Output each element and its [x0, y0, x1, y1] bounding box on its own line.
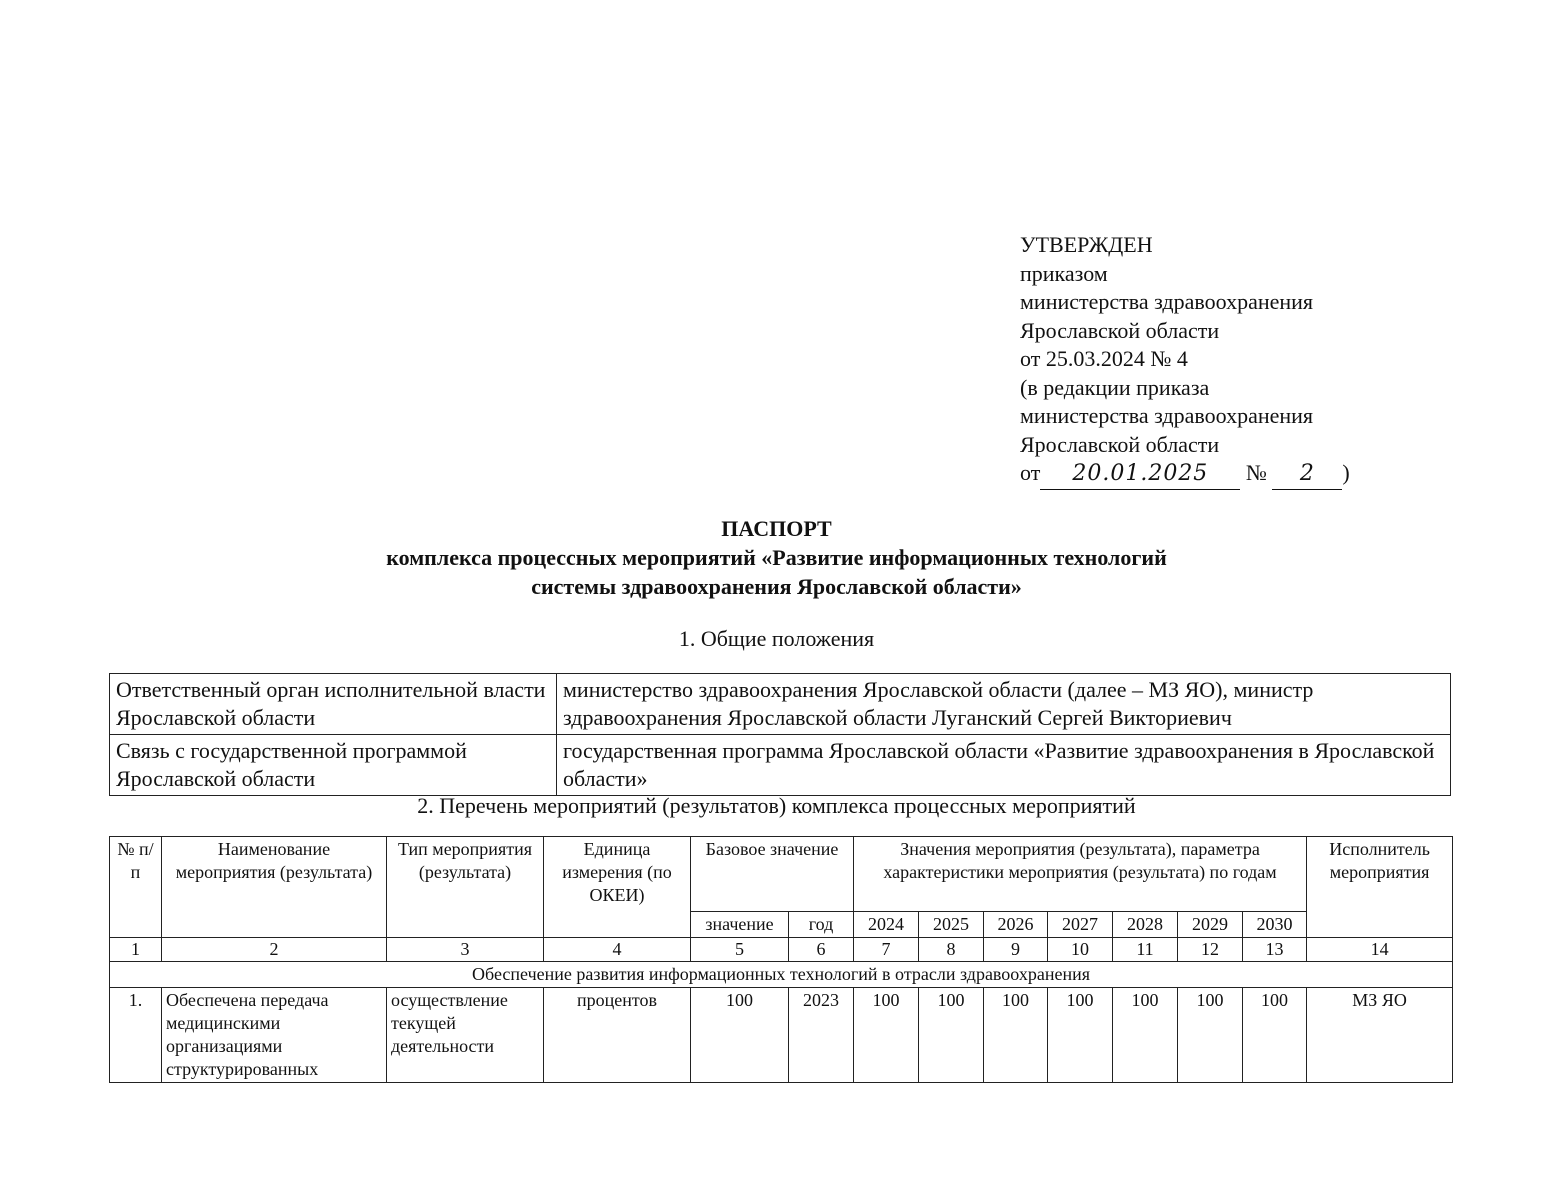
row-num: 1. — [110, 988, 162, 1083]
approval-line: от 25.03.2024 № 4 — [1020, 346, 1188, 371]
table-row — [110, 674, 1451, 735]
row-unit: процентов — [544, 988, 691, 1083]
row-value: государственная программа Ярославской области «Развитие здравоохранения в Ярославской области» — [557, 735, 1451, 796]
general-provisions-table — [109, 673, 1451, 796]
approval-line: (в редакции приказа — [1020, 374, 1210, 400]
table-row — [110, 735, 1451, 796]
approval-line: Ярославской области — [1020, 431, 1220, 457]
header-base: Базовое значение — [691, 837, 854, 912]
column-number: 6 — [789, 938, 854, 962]
approval-line: УТВЕРЖДЕН — [1020, 232, 1153, 257]
approval-line: Ярославской области — [1020, 317, 1220, 343]
handwritten-number: 2 — [1272, 460, 1342, 490]
section-2-heading: 2. Перечень мероприятий (результатов) комплекса процессных мероприятий — [417, 793, 1136, 818]
row-year-value: 100 — [1178, 988, 1243, 1083]
column-number: 2 — [162, 938, 387, 962]
closing-paren: ) — [1342, 460, 1350, 485]
column-number: 12 — [1178, 938, 1243, 962]
row-year-value: 100 — [1048, 988, 1113, 1083]
column-number: 13 — [1243, 938, 1307, 962]
column-number: 3 — [387, 938, 544, 962]
column-number: 5 — [691, 938, 789, 962]
row-type: осуществление текущей деятельности — [387, 988, 544, 1083]
header-year: 2029 — [1178, 912, 1243, 938]
document-title — [0, 514, 1553, 601]
row-year-value: 100 — [919, 988, 984, 1083]
group-title-row — [110, 962, 1453, 988]
column-numbers-row — [110, 938, 1453, 962]
header-row — [110, 837, 1453, 912]
title-line-2: комплекса процессных мероприятий «Развитие информационных технологий — [386, 545, 1167, 570]
handwritten-date: 20.01.2025 — [1040, 460, 1240, 490]
section-1-heading: 1. Общие положения — [678, 626, 875, 651]
measures-table — [109, 836, 1453, 1083]
header-base-year: год — [789, 912, 854, 938]
header-num: № п/п — [110, 837, 162, 938]
row-name: Обеспечена передача медицинскими организациями структурированных — [162, 988, 387, 1083]
approval-line: министерства здравоохранения — [1020, 403, 1314, 428]
column-number: 11 — [1113, 938, 1178, 962]
row-base-value: 100 — [691, 988, 789, 1083]
header-executor: Исполнитель мероприятия — [1307, 837, 1453, 938]
header-name: Наименование мероприятия (результата) — [162, 837, 387, 938]
number-sign: № — [1245, 460, 1267, 485]
approval-date-line — [1020, 459, 1350, 490]
header-values: Значения мероприятия (результата), параметра характеристики мероприятия (результата) по годам — [854, 837, 1307, 912]
column-number: 1 — [110, 938, 162, 962]
column-number: 10 — [1048, 938, 1113, 962]
row-year-value: 100 — [1243, 988, 1307, 1083]
row-year-value: 100 — [854, 988, 919, 1083]
column-number: 4 — [544, 938, 691, 962]
column-number: 14 — [1307, 938, 1453, 962]
approval-block — [1020, 231, 1350, 490]
title-line-3: системы здравоохранения Ярославской области» — [531, 574, 1022, 599]
row-label: Связь с государственной программой Ярославской области — [110, 735, 557, 796]
title-line-1: ПАСПОРТ — [721, 516, 832, 541]
header-type: Тип мероприятия (результата) — [387, 837, 544, 938]
header-year: 2027 — [1048, 912, 1113, 938]
row-year-value: 100 — [984, 988, 1048, 1083]
table-row — [110, 988, 1453, 1083]
group-title: Обеспечение развития информационных технологий в отрасли здравоохранения — [110, 962, 1453, 988]
approval-line: министерства здравоохранения — [1020, 289, 1314, 314]
header-unit: Единица измерения (по ОКЕИ) — [544, 837, 691, 938]
header-year: 2030 — [1243, 912, 1307, 938]
approval-line: приказом — [1020, 260, 1108, 286]
header-year: 2026 — [984, 912, 1048, 938]
row-year-value: 100 — [1113, 988, 1178, 1083]
header-base-value: значение — [691, 912, 789, 938]
header-year: 2028 — [1113, 912, 1178, 938]
approval-date-prefix: от — [1020, 460, 1041, 485]
column-number: 9 — [984, 938, 1048, 962]
header-year: 2024 — [854, 912, 919, 938]
row-label: Ответственный орган исполнительной власти Ярославской области — [110, 674, 557, 735]
row-value: министерство здравоохранения Ярославской области (далее – МЗ ЯО), министр здравоохранения Ярославской области Луганский Сергей Викториевич — [557, 674, 1451, 735]
column-number: 7 — [854, 938, 919, 962]
row-executor: МЗ ЯО — [1307, 988, 1453, 1083]
row-base-year: 2023 — [789, 988, 854, 1083]
header-year: 2025 — [919, 912, 984, 938]
column-number: 8 — [919, 938, 984, 962]
